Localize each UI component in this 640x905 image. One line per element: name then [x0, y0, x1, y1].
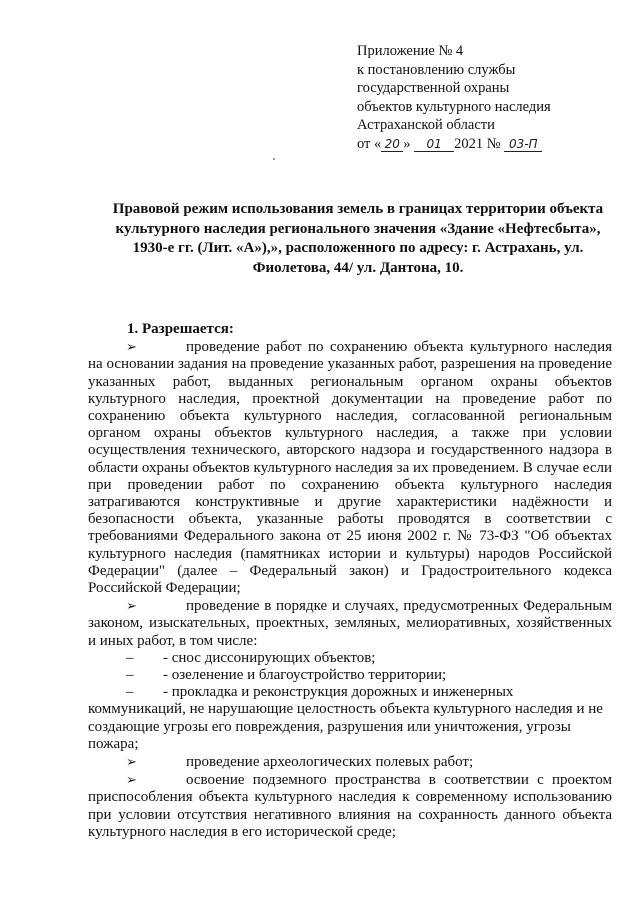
list-item: [88, 771, 612, 841]
date-prefix: от «: [357, 135, 382, 152]
dash-bullet: –: [126, 667, 134, 684]
section-heading: 1. Разрешается:: [127, 321, 234, 337]
dash-bullet: –: [126, 649, 134, 666]
sub-list-item-text: - озеленение и благоустройство территории;: [163, 667, 447, 684]
arrow-bullet-icon: ➢: [126, 598, 137, 614]
arrow-bullet-icon: ➢: [126, 754, 137, 770]
arrow-bullet-icon: ➢: [126, 339, 137, 355]
list-item-text: проведение археологических полевых работ;: [186, 754, 474, 771]
appendix-line: Астраханской области: [357, 117, 495, 134]
sub-list-item: [88, 650, 612, 667]
document-title: Правовой режим использования земель в границах территории объекта культурного наследия регионального значения «Здание «Нефтесбыта», 1930-е гг. (Лит. «А»),», расположенного по адресу: г. Астрахань, ул. Фиолетова, 44/ ул. Дантона, 10.: [112, 201, 604, 276]
list-item-text: проведение в порядке и случаях, предусмотренных Федеральным законом, изыскательных, проектных, земляных, мелиоративных, хозяйственных и иных работ, в том числе:: [88, 598, 612, 649]
date-year: 2021 №: [454, 135, 501, 152]
list-item: [88, 597, 612, 650]
sub-list-item-text: - снос диссонирующих объектов;: [163, 649, 376, 666]
appendix-header: [357, 42, 617, 154]
date-mid: »: [403, 135, 411, 152]
sub-list-item: [88, 667, 612, 684]
list-item-text: проведение работ по сохранению объекта культурного наследия на основании задания на проведение указанных работ, разрешения на проведение указанных работ, выданных региональным органом охраны объектов культурного наследия, проектной документации на проведение работ по сохранению объекта культурного наследия, согласованной региональным органом охраны объектов культурного наследия, а также при условии осуществления технического, авторского надзора и государственного надзора в области охраны объектов культурного наследия за их проведением. В случае если при проведении работ по сохранению объекта культурного наследия затрагиваются конструктивные и другие характеристики надёжности и безопасности объекта, указанные работы проводятся в соответствии с требованиями Федерального закона от 25 июня 2002 г. № 73-ФЗ "Об объектах культурного наследия (памятниках истории и культуры) народов Российской Федерации" (далее – Федеральный закон) и Градостроительного кодекса Российской Федерации;: [88, 339, 612, 597]
sub-list-item-text: - прокладка и реконструкция дорожных и инженерных коммуникаций, не нарушающие целостность объекта культурного наследия и не создающие угрозы его повреждения, разрушения или уничтожения, угрозы пожара;: [88, 684, 603, 752]
list-item: [88, 753, 612, 771]
document-number: 03-П: [504, 137, 542, 152]
document-body: [88, 321, 612, 841]
appendix-line: к постановлению службы: [357, 61, 516, 78]
list-item: [88, 338, 612, 597]
appendix-line: государственной охраны: [357, 80, 510, 97]
arrow-bullet-icon: ➢: [126, 772, 137, 788]
list-item-text: освоение подземного пространства в соответствии с проектом приспособления объекта культурного наследия к современному использованию при условии отсутствия негативного влияния на сохранность данного объекта культурного наследия в его исторической среде;: [88, 772, 612, 840]
appendix-line: Приложение № 4: [357, 43, 464, 59]
dash-bullet: –: [126, 684, 134, 701]
date-day: 20: [381, 137, 403, 152]
appendix-date-line: [357, 135, 617, 154]
sub-list-item: [88, 684, 612, 753]
date-month: 01: [414, 137, 454, 152]
speck: [273, 158, 275, 160]
appendix-line: объектов культурного наследия: [357, 98, 551, 115]
